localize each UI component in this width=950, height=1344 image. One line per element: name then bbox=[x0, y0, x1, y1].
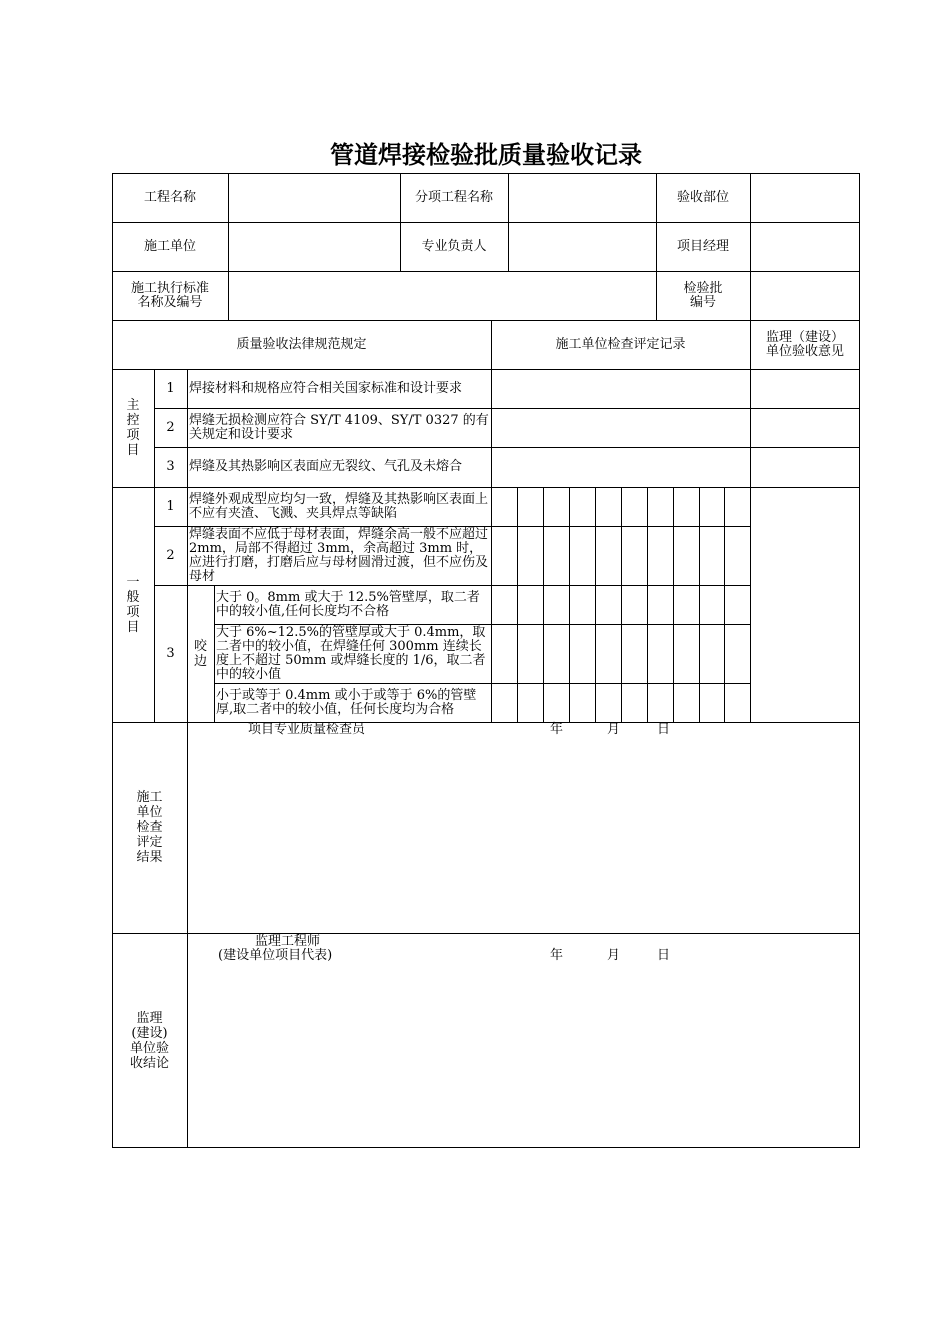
grid-line bbox=[724, 487, 725, 723]
construction-unit-field[interactable] bbox=[228, 222, 400, 271]
supervision-result-field[interactable] bbox=[187, 965, 860, 1148]
main-item-text: 焊缝及其热影响区表面应无裂纹、气孔及未熔合 bbox=[189, 459, 463, 474]
grid-line bbox=[647, 487, 648, 723]
general-item-no: 3 bbox=[166, 645, 175, 661]
grid-line bbox=[595, 487, 596, 723]
column-supervise-line2: 单位验收意见 bbox=[765, 343, 844, 359]
main-item-inspect-field[interactable] bbox=[491, 369, 750, 408]
column-supervise-line1: 监理（建设） bbox=[765, 329, 844, 345]
sub-project-label: 分项工程名称 bbox=[414, 189, 493, 205]
undercut-criterion: 小于或等于 0.4mm 或小于或等于 6%的管壁厚,取二者中的较小值，任何长度均为合格 bbox=[216, 687, 477, 717]
main-item-supervise-field[interactable] bbox=[750, 408, 860, 447]
construction-result-label bbox=[112, 722, 187, 933]
main-items-group-text: 主控项目 bbox=[126, 398, 140, 458]
undercut-label-text: 咬边 bbox=[193, 638, 207, 669]
project-name-field[interactable] bbox=[228, 173, 400, 222]
general-item-no: 2 bbox=[166, 547, 175, 563]
main-item-no: 2 bbox=[166, 419, 175, 435]
batch-no-field[interactable] bbox=[750, 271, 860, 320]
main-item-inspect-field[interactable] bbox=[491, 408, 750, 447]
main-item-no: 3 bbox=[166, 459, 175, 474]
prof-leader-label: 专业负责人 bbox=[421, 238, 487, 254]
supervision-year-label: 年 bbox=[550, 948, 564, 963]
standard-field[interactable] bbox=[228, 271, 656, 320]
grid-line bbox=[569, 487, 570, 723]
main-item-inspect-field[interactable] bbox=[491, 447, 750, 487]
construction-year-label: 年 bbox=[550, 722, 564, 737]
construction-result-field[interactable] bbox=[187, 739, 860, 933]
supervision-result-text: 监理(建设)单位验收结论 bbox=[129, 1010, 169, 1071]
acceptance-record-table bbox=[112, 173, 860, 1148]
construction-day-label: 日 bbox=[657, 722, 671, 737]
construction-result-text: 施工单位检查评定结果 bbox=[136, 790, 163, 865]
construction-month-label: 月 bbox=[607, 722, 621, 737]
undercut-label bbox=[187, 585, 214, 722]
grid-line bbox=[517, 487, 518, 723]
quality-inspector-label: 项目专业质量检查员 bbox=[248, 722, 366, 737]
undercut-criterion: 大于 0。8mm 或大于 12.5%管壁厚，取二者中的较小值,任何长度均不合格 bbox=[216, 589, 480, 619]
column-inspect-header: 施工单位检查评定记录 bbox=[555, 336, 686, 352]
general-items-group-label bbox=[112, 487, 154, 722]
project-manager-field[interactable] bbox=[750, 222, 860, 271]
page-title: 管道焊接检验批质量验收记录 bbox=[330, 140, 642, 169]
project-manager-label: 项目经理 bbox=[676, 238, 729, 254]
construction-unit-label: 施工单位 bbox=[143, 238, 196, 254]
grid-line bbox=[543, 487, 544, 723]
column-supervise-header bbox=[750, 320, 860, 369]
supervision-day-label: 日 bbox=[657, 948, 671, 963]
sub-project-field[interactable] bbox=[508, 173, 656, 222]
batch-no-label-line1: 检验批 bbox=[683, 280, 723, 296]
grid-line bbox=[673, 487, 674, 723]
grid-line bbox=[112, 722, 860, 723]
main-item-no: 1 bbox=[166, 380, 175, 396]
accept-part-field[interactable] bbox=[750, 173, 860, 222]
supervision-month-label: 月 bbox=[607, 948, 621, 963]
prof-leader-field[interactable] bbox=[508, 222, 656, 271]
general-item-text: 焊缝外观成型应均匀一致，焊缝及其热影响区表面上不应有夹渣、飞溅、夹具焊点等缺陷 bbox=[189, 491, 489, 521]
general-item-no: 1 bbox=[166, 498, 175, 514]
standard-label-line2: 名称及编号 bbox=[137, 294, 203, 310]
grid-line bbox=[112, 933, 860, 934]
column-spec-header: 质量验收法律规范规定 bbox=[236, 336, 367, 352]
batch-no-label-line2: 编号 bbox=[689, 294, 716, 310]
general-items-supervise-field[interactable] bbox=[750, 487, 860, 722]
accept-part-label: 验收部位 bbox=[676, 189, 729, 205]
grid-line bbox=[699, 487, 700, 723]
main-item-text: 焊接材料和规格应符合相关国家标准和设计要求 bbox=[189, 380, 463, 396]
undercut-criterion: 大于 6%~12.5%的管壁厚或大于 0.4mm，取二者中的较小值，在焊缝任何 300mm 连续长度上不超过 50mm 或焊缝长度的 1/6，取二者中的较小值 bbox=[216, 624, 486, 682]
general-item-text: 焊缝表面不应低于母材表面，焊缝余高一般不应超过 2mm，局部不得超过 3mm，余高超过 3mm 时，应进行打磨，打磨后应与母材圆滑过渡，但不应伤及母材 bbox=[189, 526, 489, 584]
main-item-supervise-field[interactable] bbox=[750, 447, 860, 487]
general-items-group-text: 一般项目 bbox=[126, 574, 140, 635]
owner-representative-label: (建设单位项目代表) bbox=[218, 948, 333, 963]
project-name-label: 工程名称 bbox=[143, 189, 196, 205]
grid-line bbox=[621, 487, 622, 723]
standard-label-line1: 施工执行标准 bbox=[130, 280, 209, 296]
standard-label bbox=[112, 271, 228, 320]
main-items-group-label bbox=[112, 369, 154, 487]
main-item-supervise-field[interactable] bbox=[750, 369, 860, 408]
supervision-result-label bbox=[112, 933, 187, 1148]
batch-no-label bbox=[656, 271, 750, 320]
main-item-text: 焊缝无损检测应符合 SY/T 4109、SY/T 0327 的有关规定和设计要求 bbox=[189, 412, 489, 442]
supervision-engineer-label: 监理工程师 bbox=[255, 934, 321, 949]
